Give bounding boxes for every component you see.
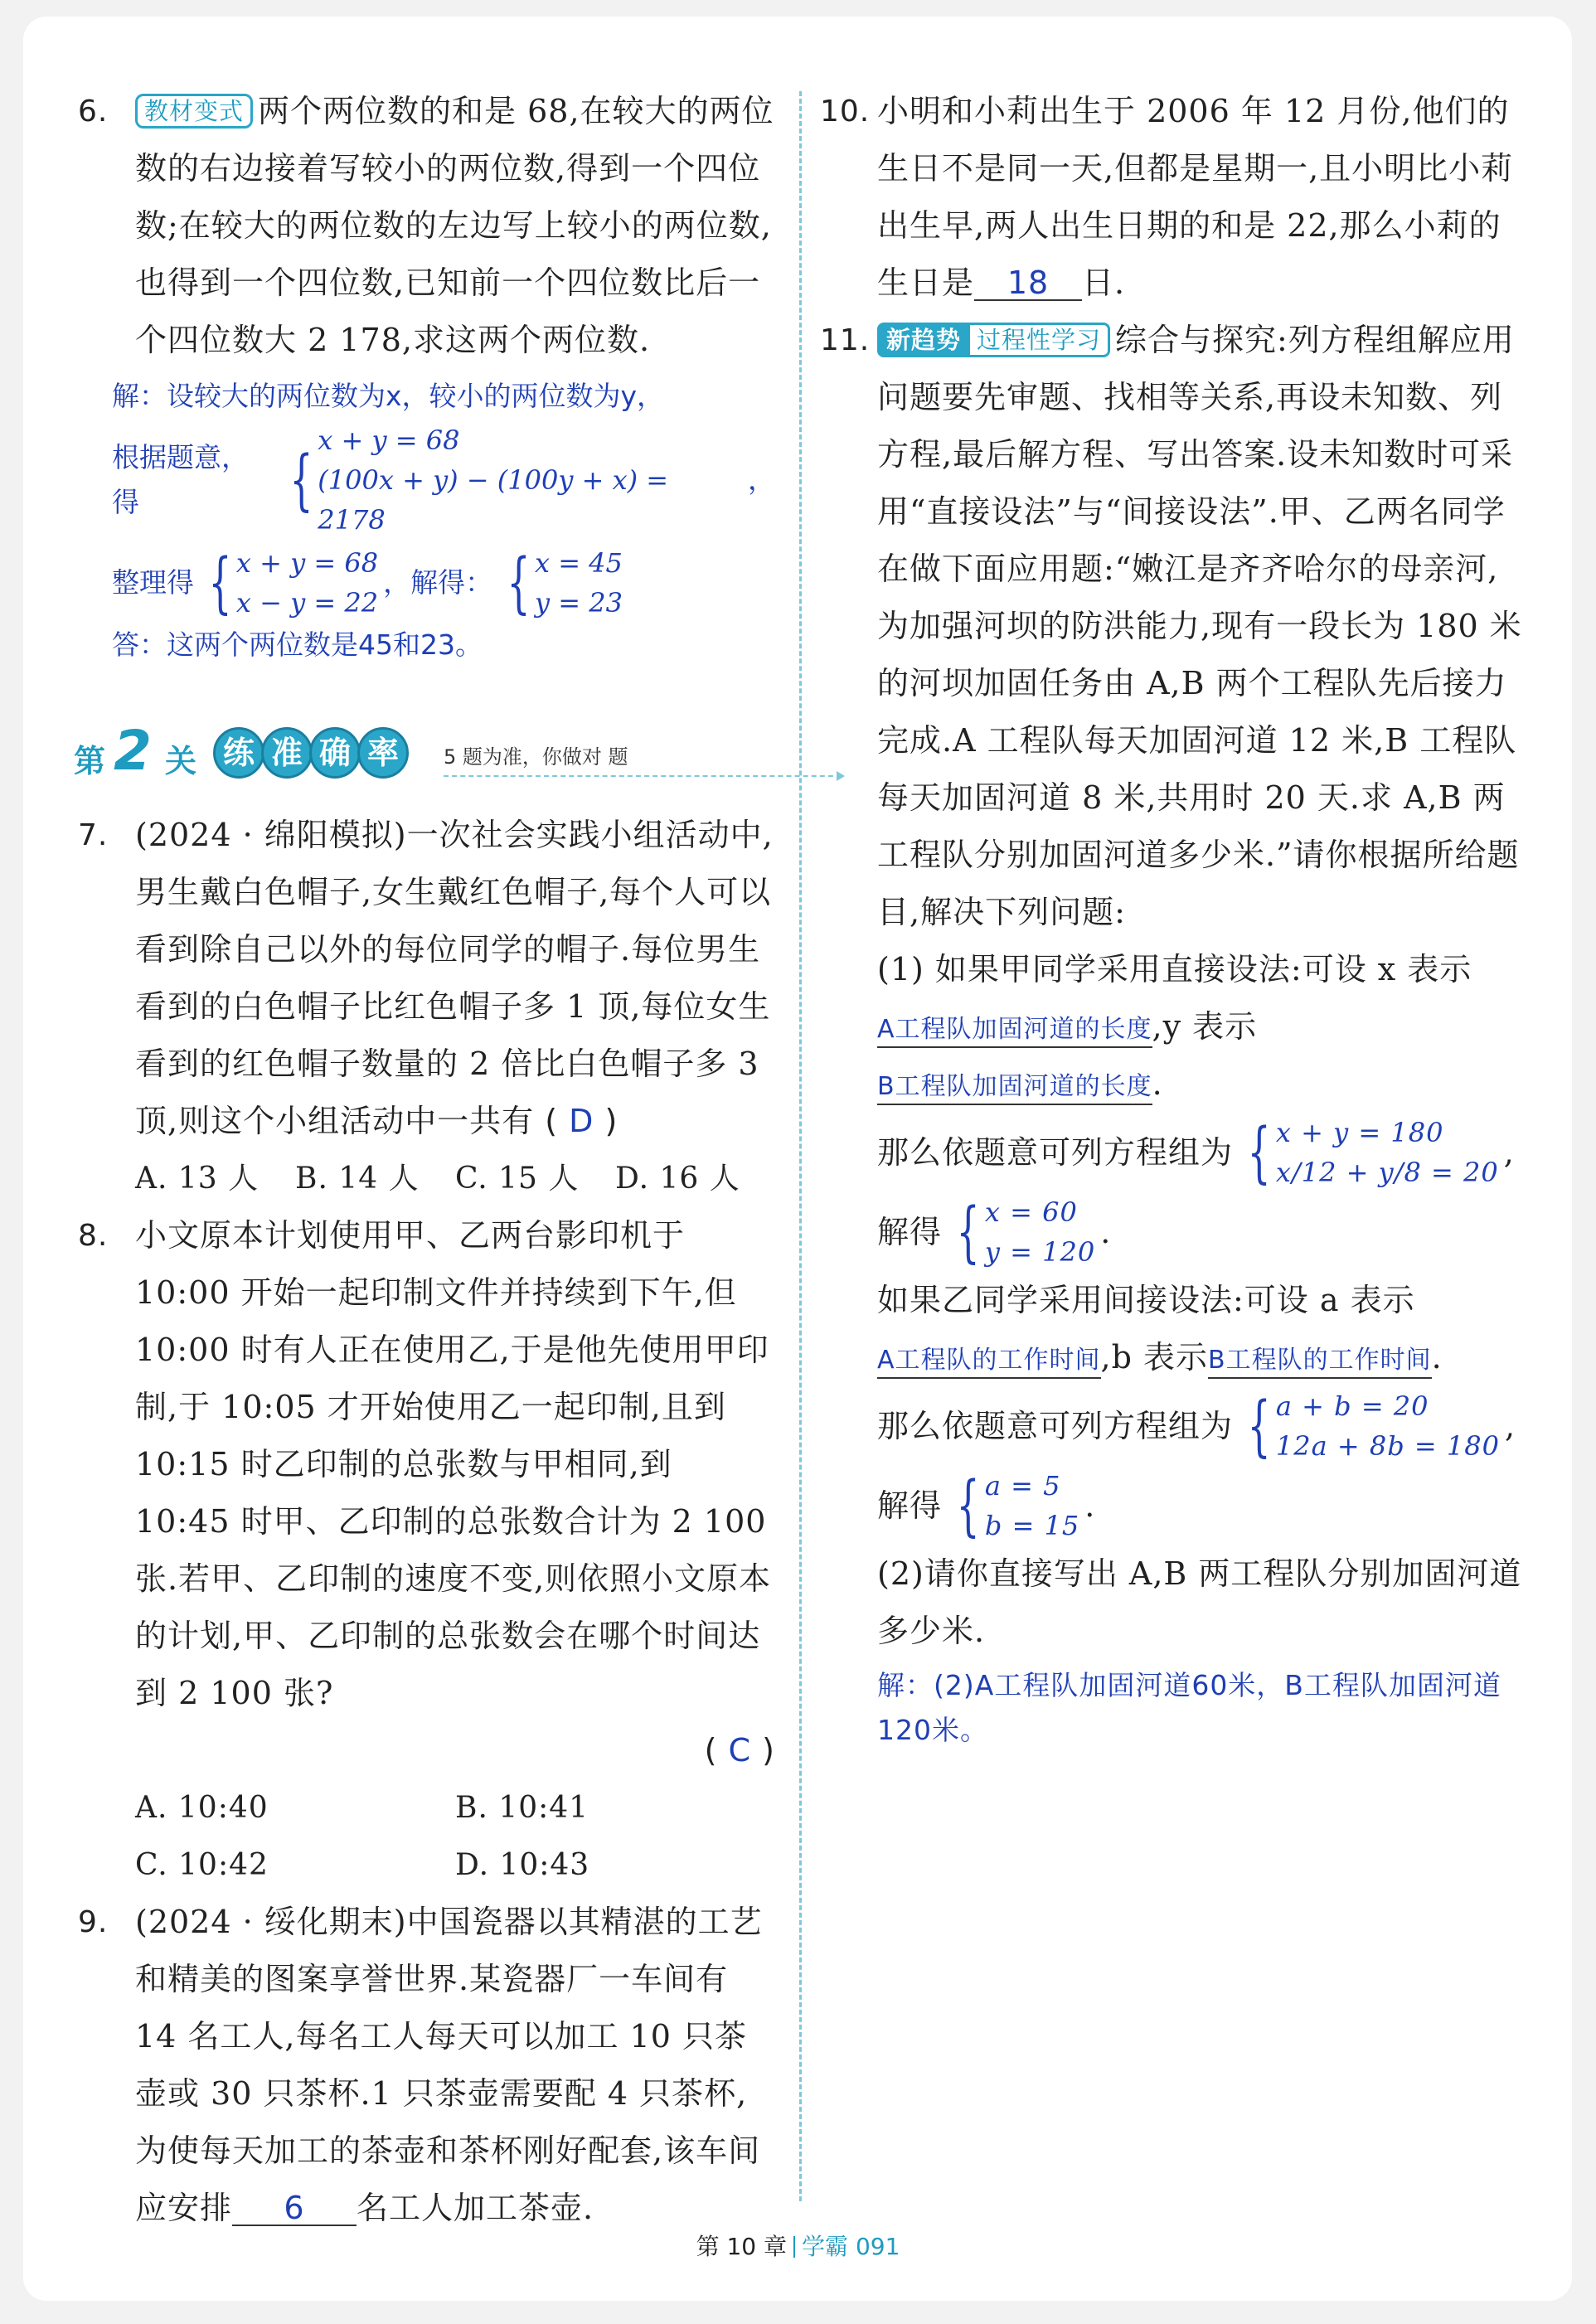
right-column [821,83,1526,1753]
brace-icon: { [956,1193,981,1270]
section-title [213,727,405,779]
answer-blank: A工程队的工作时间 [877,1344,1101,1379]
equation: b = 15 [984,1510,1080,1541]
punctuation: ， [748,463,775,496]
section-prefix: 第 [74,743,106,779]
part-text: 如果乙同学采用间接设法:可设 a 表示 [877,1282,1415,1318]
equation: x + y = 180 [1275,1117,1444,1148]
equation: 12a + 8b = 180 [1275,1430,1500,1462]
answer-blank: A工程队加固河道的长度 [877,1013,1152,1048]
question-text: 小明和小莉出生于 2006 年 12 月份,他们的生日不是同一天,但都是星期一,且小明比小莉出生早,两人出生日期的和是 22,那么小莉的生日是 [877,93,1514,301]
choice-a: A. 13 人 [135,1162,260,1196]
choice-d: D. 10:43 [455,1848,590,1882]
answer-value: 6 [284,2190,305,2226]
part-text: 解得 [877,1487,943,1524]
equation: y = 23 [534,587,623,619]
part-text: 解得 [877,1213,943,1250]
question-9 [79,1894,775,2237]
question-text: 小文原本计划使用甲、乙两台影印机于 10:00 开始一起印制文件并持续到下午,但 10:00 时有人正在使用乙,于是他先使用甲印制,于 10:05 才开始使用乙一起印制,且到 10:15 时乙印制的总张数与甲相同,到 10:45 时甲、乙印制的总张数合计为 2 100 张.若甲、乙印制的速度不变,则依照小文原本的计划,甲、乙印制的总张数会在哪个时间达到 2 100 张? [135,1217,772,1711]
part-text: ,b 表示 [1100,1339,1209,1375]
brace-icon: { [1247,1387,1272,1464]
equation-system [947,1192,1095,1272]
answer-blank [974,266,1082,301]
footer-brand: 学霸 [802,2233,849,2260]
tag-process-learning: 过程性学习 [970,323,1110,357]
choice-b: B. 14 人 [295,1162,420,1196]
brace-icon: { [507,544,531,621]
question-text: (2024 · 绵阳模拟)一次社会实践小组活动中,男生戴白色帽子,女生戴红色帽子,每个人可以看到除自己以外的每位同学的帽子.每位男生看到的白色帽子比红色帽子多 1 顶,每位女生看到的红色帽子数量的 2 倍比白色帽子多 3 顶,则这个小组活动中一共有 [135,817,774,1139]
question-number: 11. [820,323,871,357]
answer-blank: B工程队加固河道的长度 [877,1070,1152,1105]
footer-page-number: 091 [855,2233,900,2260]
section-title-char: 准 [261,727,313,779]
solution-label: ，解得： [383,566,493,599]
question-text: 两个两位数的和是 68,在较大的两位数的右边接着写较小的两位数,得到一个四位数;在较大的两位数的左边写上较小的两位数,也得到一个四位数,已知前一个四位数比后一个四位数大 2 178,求这两个两位数. [135,93,774,358]
answer-value: D [569,1103,594,1139]
equation: y = 120 [984,1236,1096,1268]
solution-label: 根据题意，得 [112,441,249,518]
question-text: (2024 · 绥化期末)中国瓷器以其精湛的工艺和精美的图案享誉世界.某瓷器厂一车间有 14 名工人,每名工人每天可以加工 10 只茶壶或 30 只茶杯.1 只茶壶需要配 4 只茶杯,为使每天加工的茶壶和茶杯刚好配套,该车间应安排 [135,1904,763,2226]
part-text: 那么依题意可列方程组为 [877,1407,1234,1444]
answer-line: 答：这两个两位数是45和23。 [112,628,483,661]
answer-bracket: ( C ) [704,1732,775,1768]
brace-icon: { [208,544,232,621]
equation: a + b = 20 [1275,1390,1429,1422]
section-suffix: 关 [165,743,197,779]
choice-a: A. 10:40 [135,1791,269,1825]
question-number: 9. [78,1905,109,1939]
equation: a = 5 [984,1470,1061,1502]
part-text: (1) 如果甲同学采用直接设法:可设 x 表示 [877,951,1472,987]
footer-chapter: 第 10 章 [696,2233,788,2260]
answer-value: C [728,1732,752,1768]
question-6 [79,83,775,369]
question-8 [79,1207,775,1894]
equation-system [497,543,623,623]
solution-6 [112,374,775,667]
choice-c: C. 10:42 [135,1848,269,1882]
equation: x + y = 68 [318,425,460,456]
question-7 [79,807,775,1207]
equation: x/12 + y/8 = 20 [1275,1157,1499,1188]
choices [135,1150,775,1207]
equation: x = 45 [534,547,623,579]
section-note: 5 题为准，你做对 题 [444,745,628,769]
question-text: 综合与探究:列方程组解应用问题要先审题、找相等关系,再设未知数、列方程,最后解方程、写出答案.设未知数时可采用“直接设法”与“间接设法”.甲、乙两名同学在做下面应用题:“嫩江是齐齐哈尔的母亲河,为加强河坝的防洪能力,现有一段长为 180 米的河坝加固任务由 A,B 两个工程队先后接力完成.A 工程队每天加固河道 12 米,B 工程队每天加固河道 8 米,共用时 20 天.求 A,B 两工程队分别加固河道多少米.”请你根据所给题目,解决下列问题: [877,322,1522,930]
question-number: 7. [78,818,109,852]
answer-blank: B工程队的工作时间 [1208,1344,1432,1379]
solution-label: 整理得 [112,566,194,599]
question-text-suffix: 名工人加工茶壶. [357,2190,594,2226]
answer-blank [232,2191,357,2226]
column-divider [799,91,802,2201]
question-11 [821,312,1526,1753]
brace-icon: { [1247,1113,1272,1191]
answer-bracket: ( D ) [545,1103,619,1139]
equation: x = 60 [984,1196,1078,1228]
footer-separator [793,2236,795,2258]
equation-system [199,543,378,623]
part-1-system: 那么依题意可列方程组为 { x + y = 180 x/12 + y/8 = 20 , [877,1113,1515,1191]
equation-system [280,420,743,540]
equation-system [947,1466,1079,1545]
equation: x + y = 68 [235,547,379,579]
question-number: 8. [78,1219,109,1253]
section-number: 2 [114,719,152,783]
section-title-char: 率 [357,727,409,779]
part-1-indirect: 如果乙同学采用间接设法:可设 a 表示A工程队的工作时间,b 表示B工程队的工作时间. [877,1272,1526,1386]
page-footer [0,2229,1596,2262]
part-2: (2)请你直接写出 A,B 两工程队分别加固河道多少米. [877,1555,1522,1649]
choices [135,1779,775,1836]
part-1-indirect-system: 那么依题意可列方程组为 { a + b = 20 12a + 8b = 180 , [877,1387,1516,1464]
solution-line: 解：设较大的两位数为x，较小的两位数为y， [112,380,665,412]
equation-system [1238,1113,1499,1192]
choices [135,1836,775,1894]
choice-d: D. 16 人 [615,1162,740,1196]
section-title-char: 确 [309,727,361,779]
choice-c: C. 15 人 [455,1162,580,1196]
equation: (100x + y) − (100y + x) = 2178 [318,464,669,536]
answer-value: 18 [1007,264,1050,301]
part-1-solution: 解得 { x = 60 y = 120 . [877,1193,1112,1270]
left-column [74,83,775,2237]
part-text: 那么依题意可列方程组为 [877,1133,1234,1171]
section-title-char: 练 [213,727,264,779]
part-text: ,y 表示 [1152,1008,1258,1045]
tag-new-trend: 新趋势 [877,323,970,357]
question-text-suffix: 日. [1082,264,1126,301]
equation-system [1238,1386,1500,1466]
solution-11: 解：(2)A工程队加固河道60米，B工程队加固河道120米。 [877,1669,1501,1746]
part-1-direct: (1) 如果甲同学采用直接设法:可设 x 表示A工程队加固河道的长度,y 表示B工程队加固河道的长度. [877,941,1526,1113]
section-header [74,719,775,793]
tag-textbook-variant: 教材变式 [135,94,253,129]
question-number: 6. [78,95,109,129]
brace-icon: { [289,441,313,518]
dashed-arrow-icon [444,775,842,777]
equation: x − y = 22 [235,587,379,619]
brace-icon: { [956,1467,981,1544]
choice-b: B. 10:41 [455,1791,589,1825]
question-10 [821,83,1526,312]
question-number: 10. [820,95,871,129]
part-1-indirect-solution: 解得 { a = 5 b = 15 . [877,1467,1096,1544]
